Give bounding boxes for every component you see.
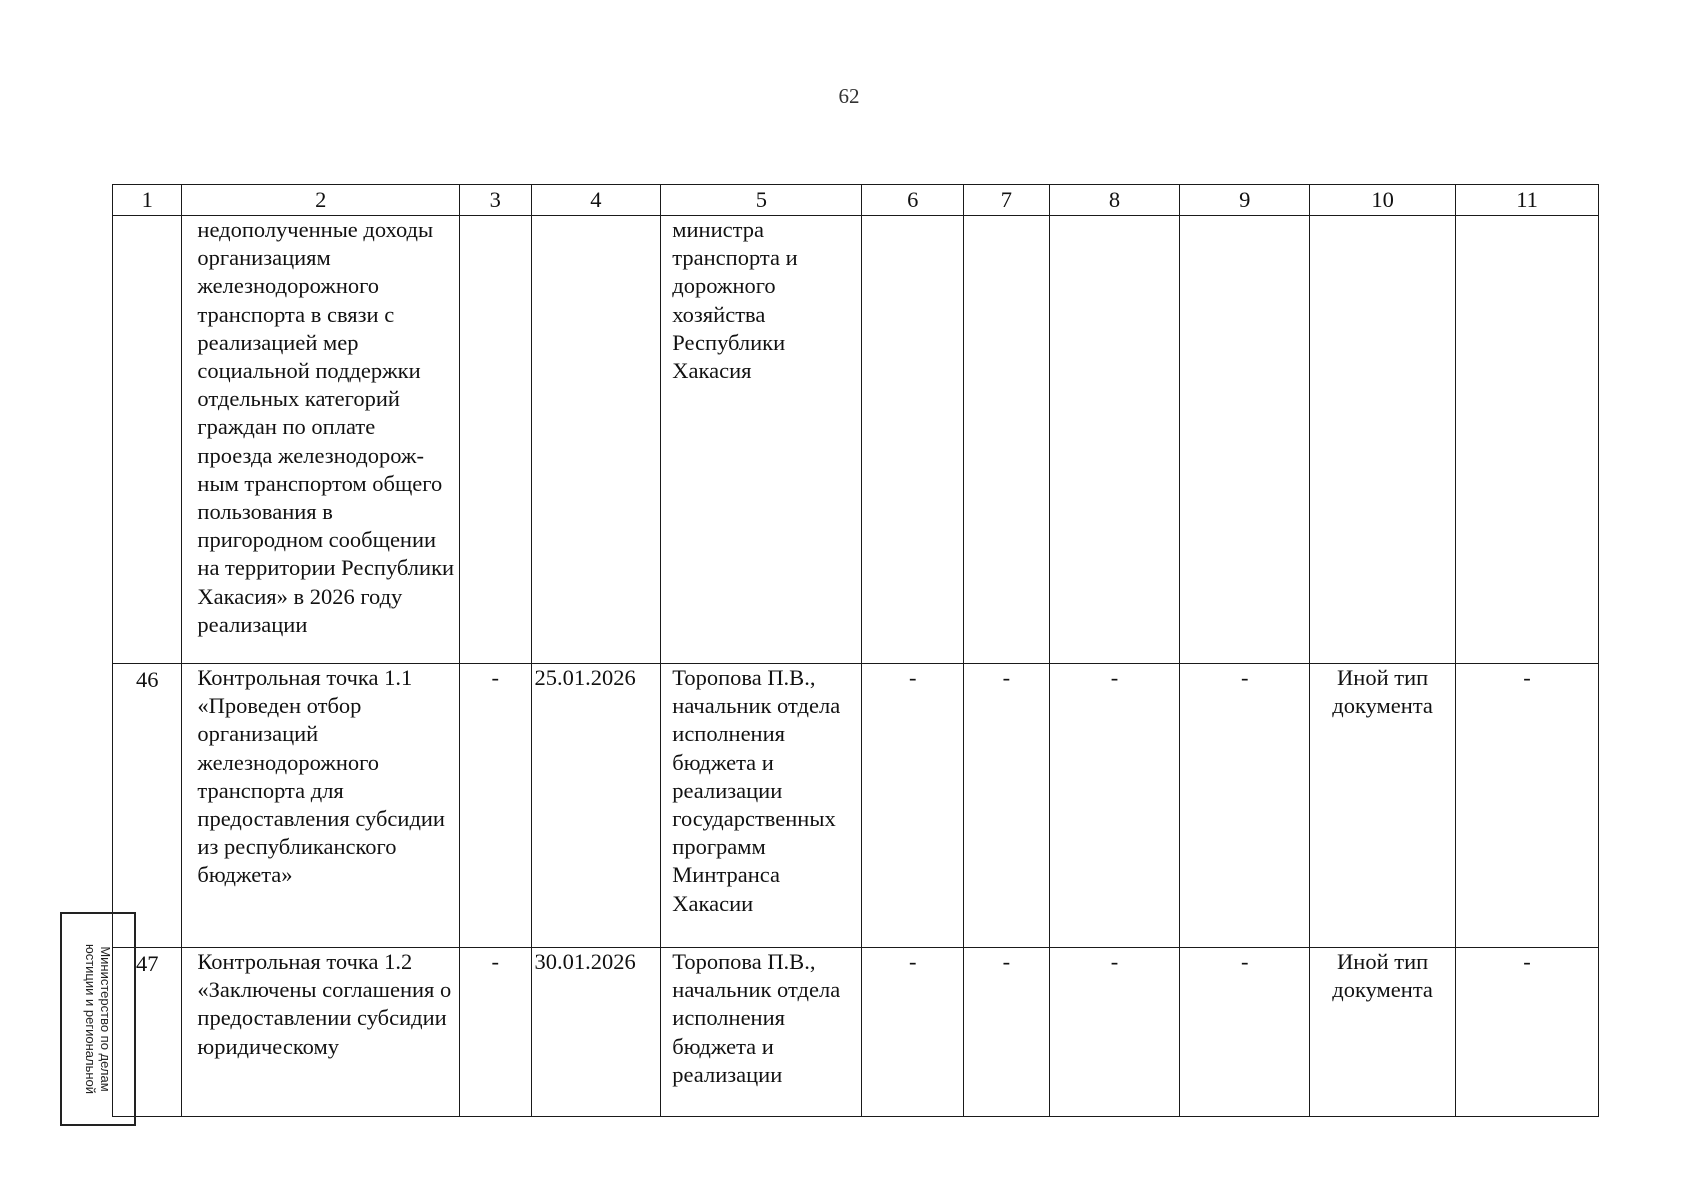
table-cell: - (1180, 664, 1310, 948)
document-type-cell: Иной тип документа (1310, 948, 1456, 1117)
table-cell: - (1049, 664, 1180, 948)
table-cell (1049, 216, 1180, 664)
column-header: 7 (964, 185, 1050, 216)
table-cell: - (460, 664, 531, 948)
table-row (113, 664, 1599, 948)
column-header: 11 (1456, 185, 1599, 216)
table-cell (1310, 216, 1456, 664)
table-cell (531, 216, 661, 664)
table-cell: - (1049, 948, 1180, 1117)
registration-stamp (60, 912, 136, 1126)
table-cell: - (862, 664, 964, 948)
activity-name-cell: недополученные доходы организациям железнодорожного транспорта в связи с реализацией мер социальной поддержки отдельных категорий граждан по оплате проезда железнодорож-ным транспортом общего пользования в пригородном сообщении на территории Республики Хакасия» в 2026 году реализации (182, 216, 460, 664)
table-cell (862, 216, 964, 664)
table-cell: - (1456, 664, 1599, 948)
responsible-cell: Торопова П.В., начальник отдела исполнения бюджета и реализации (661, 948, 862, 1117)
table-cell (964, 216, 1050, 664)
activities-table (112, 184, 1599, 1117)
table-cell: - (460, 948, 531, 1117)
column-header-row (113, 185, 1599, 216)
row-number-cell: 47 (113, 948, 182, 1117)
column-header: 2 (182, 185, 460, 216)
responsible-cell: Торопова П.В., начальник отдела исполнения бюджета и реализации государственных программ Минтранса Хакасии (661, 664, 862, 948)
table-cell: - (964, 664, 1050, 948)
table-cell: - (1456, 948, 1599, 1117)
table-row (113, 948, 1599, 1117)
column-header: 5 (661, 185, 862, 216)
column-header: 8 (1049, 185, 1180, 216)
activity-name-cell: Контрольная точка 1.1 «Проведен отбор организаций железнодорожного транспорта для предоставления субсидии из республиканского бюджета» (182, 664, 460, 948)
row-number-cell: 46 (113, 664, 182, 948)
column-header: 1 (113, 185, 182, 216)
page-number: 62 (838, 84, 860, 108)
column-header: 3 (460, 185, 531, 216)
stamp-line: юстиции и региональной (83, 943, 98, 1095)
date-cell: 25.01.2026 (531, 664, 661, 948)
document-type-cell: Иной тип документа (1310, 664, 1456, 948)
table-cell (1456, 216, 1599, 664)
column-header: 4 (531, 185, 661, 216)
column-header: 6 (862, 185, 964, 216)
table-cell (113, 216, 182, 664)
table-cell (1180, 216, 1310, 664)
table-cell: - (1180, 948, 1310, 1117)
activity-name-cell: Контрольная точка 1.2 «Заключены соглашения о предоставлении субсидии юридическому (182, 948, 460, 1117)
table-cell: - (964, 948, 1050, 1117)
column-header: 9 (1180, 185, 1310, 216)
responsible-cell: министра транспорта и дорожного хозяйства Республики Хакасия (661, 216, 862, 664)
table-cell: - (862, 948, 964, 1117)
column-header: 10 (1310, 185, 1456, 216)
table-cell (460, 216, 531, 664)
table-row-continuation (113, 216, 1599, 664)
stamp-text (83, 944, 113, 1094)
date-cell: 30.01.2026 (531, 948, 661, 1117)
stamp-line: Министерство по делам (98, 946, 113, 1092)
